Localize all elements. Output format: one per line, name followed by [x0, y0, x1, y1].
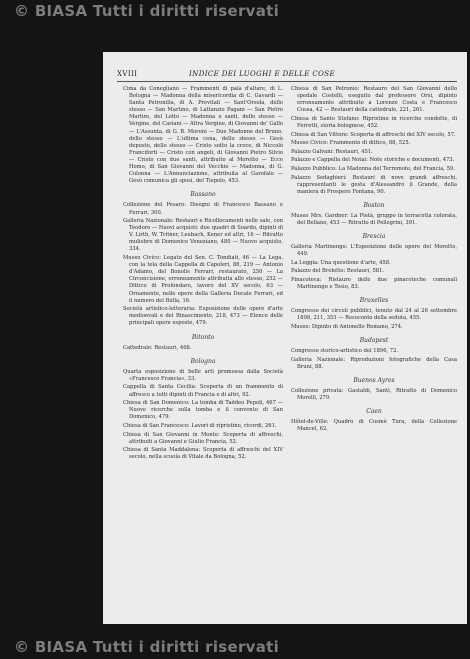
right-intro-entry: Palazzo e Cappella dei Notai: Note storiche e documenti, 473.	[291, 157, 455, 164]
section-heading: Buenos Ayres	[353, 377, 395, 384]
index-entry: Chiesa di San Giovanni in Monte: Scoperta di affreschi, attribuiti a Giovanni e Giulio Francia, 52.	[123, 431, 283, 445]
section-heading: Bologna	[190, 357, 216, 365]
index-entry: Chiesa di Santa Maddalena: Scoperta di affreschi del XIV secolo, nella scuola di Vitale da Bologna, 52.	[123, 447, 283, 461]
index-entry: Galleria Nazionale: Restauri e Ricollocamenti nelle sale, con Teodoro — Nuovi acquisti: due quadri di Soardo, dipinti di V. Lirth, W. Tritner, Leubach, Kener ed altri, 16 — Ritratto muliebre di Domenico Veneziano, 480 — Nuovo acquisto, 334.	[123, 218, 283, 253]
right-intro-entry: Chiesa di Santo Stefano: Ripristino in ricerche condotte, di Ferretti, storia bolognese, 452.	[291, 115, 457, 129]
index-entry: Congresso storico-artistico del 1896, 72.	[291, 348, 399, 355]
index-entry: Galleria Nazionale: Riproduzioni fotografiche della Casa Bruni, 88.	[291, 356, 457, 370]
right-intro-entry: Chiesa di San Vittore: Scoperta di affreschi del XIV secolo, 57.	[291, 131, 456, 138]
page-number: XVIII	[117, 70, 138, 78]
index-entry: Collezione del Pesaro: Disegni di Francesco Bassano e Ferrari, 300.	[123, 202, 283, 216]
index-entry: Chiesa di San Domenico: La tomba di Taddeo Pepoli, 467 — Nuove ricerche sulla tomba e il convento di San Domenico, 479.	[123, 400, 283, 421]
section-heading: Brescia	[362, 233, 386, 241]
index-entry: Pinacoteca: Ristauro delle due pinacoteche comunali Martinengo e Tosio, 83.	[291, 277, 457, 291]
section-heading: Caen	[366, 408, 382, 416]
index-entry: Museo Civico: Legato del Sen. C. Tondiati, 46 — La Lega, con la tela della Cappella di Capoleri, 88, 219 — Antonio d'Adamo, del Bonolis Ferrari, restaurato, 250 — La Circoncisione, erroneamente attribuita allo stesso, 252 — Dittico di Profondaro, lavoro del XV secolo, 63 — Ornamento, nelle opere della Galleria Ducale Ferrari, ed il numero del Bulla, 16.	[123, 255, 283, 304]
watermark-top: © BIASA Tutti i diritti riservati	[14, 2, 280, 20]
index-entry: Congresso dei circoli pubblici, tenuto dal 24 al 26 settembre 1898, 211, 353 — Resoconto della seduta, 455.	[291, 308, 457, 322]
left-column	[123, 86, 283, 463]
index-entry: Museo: Dipinto di Antonello Romano, 274.	[291, 324, 403, 331]
section-heading: Bruxelles	[359, 297, 389, 305]
right-intro-entry: Chiesa di San Petronio: Restauro del San Giovanni dello spedale Costelli, eseguito dal professore Orsi, dipinto erroneamente attribuito a Lorenzo Costa e Francesco Cossa, 42 — Restauri della cattedrale, 221, 261.	[291, 86, 457, 114]
left-intro-entry: Cima da Conegliano — Frammenti di pala d'altare, di L. Bologna — Madonna della misericordia di C. Gavardi — Santa Petronilla, di A. Previtali — Sant'Orsola, dello stesso — San Martino, di Lattanzio Pagani — San Pietro Martire, del Lotto — Madonna e santi, dello stesso — Vergine, del Cariani — Altra Vergine, di Giovanni de' Gallo — L'Assunta, di G. B. Moroni — Due Madonne del Bruno, dello stesso — L'ultima cena, dello stesso — Gesù deposto, dello stesso — Cristo sotto la croce, di Niccolò Franciforti — Cristo con angeli, di Giovanni Pietro Silvio — Cristo con due santi, attribuito al Moretto — Ecce Homo, di San Giovanni del Vecchio — Madonna, di G. Colonna — L'Annunciazione, attribuita al Garofalo — Gesù comunica gli sposi, del Tiepolo, 453.	[123, 86, 283, 185]
index-entry: Galleria Martinengo: L'Esposizione delle opere del Moretto, 449.	[291, 244, 457, 258]
index-entry: Cattedrale: Restauri, 468.	[123, 344, 192, 351]
index-entry: Quarta esposizione di belle arti promossa dalla Società «Francesco Francia», 33.	[123, 368, 283, 382]
right-intro-entry: Palazzo Sedaghieri: Restauri di nove grandi affreschi, rappresentanti le gesta d'Alessandro il Grande, della maniera di Prospero Fontana, 90.	[291, 174, 457, 195]
section-heading: Budapest	[359, 337, 389, 345]
index-entry: Chiesa di San Francesco: Lavori di ripristino, ricordi, 261.	[123, 422, 277, 429]
watermark-bottom: © BIASA Tutti i diritti riservati	[14, 638, 280, 656]
document-page	[103, 52, 467, 624]
index-entry: Museo Mrs. Gardner: La Pietà, gruppo in terracotta colorata, del Bellano, 453 — Ritratto di Pellegrini, 391.	[291, 212, 457, 226]
index-entry: Palazzo del Broletto: Restauri, 581.	[291, 268, 385, 275]
index-entry: Hôtel-de-Ville: Quadro di Cosmè Tura, della Collezione Mancel, 62.	[291, 419, 457, 433]
right-intro-entry: Palazzo Galvani: Restauri, 451.	[291, 148, 373, 155]
page-title: INDICE DEI LUOGHI E DELLE COSE	[189, 70, 335, 78]
index-entry: Collezione privata: Gastaldi, Santi, Ritratto di Domenico Morelli, 279.	[291, 388, 457, 402]
section-heading: Boston	[363, 201, 385, 209]
right-intro-entry: Palazzo Pubblico: La Madonna del Terremoto, del Francia, 59.	[291, 165, 455, 172]
header-rule	[117, 81, 457, 82]
index-entry: Società artistico-letteraria: Esposizione delle opere d'arte medioevali e del Rinascimento, 218, 473 — Elenco delle principali opere esposte, 479.	[123, 306, 283, 327]
index-entry: Cappella di Santa Cecilia: Scoperta di un frammento di affresco a tutti dipinti di Francia e di altri, 92.	[123, 384, 283, 398]
section-heading: Bitonto	[191, 333, 215, 341]
index-entry: La Loggia: Una questione d'arte, 458.	[291, 259, 391, 266]
section-heading: Bassano	[190, 191, 216, 199]
right-intro-entry: Museo Civico: Frammento di dittico, 88, 525.	[291, 140, 411, 147]
right-column	[291, 86, 457, 435]
